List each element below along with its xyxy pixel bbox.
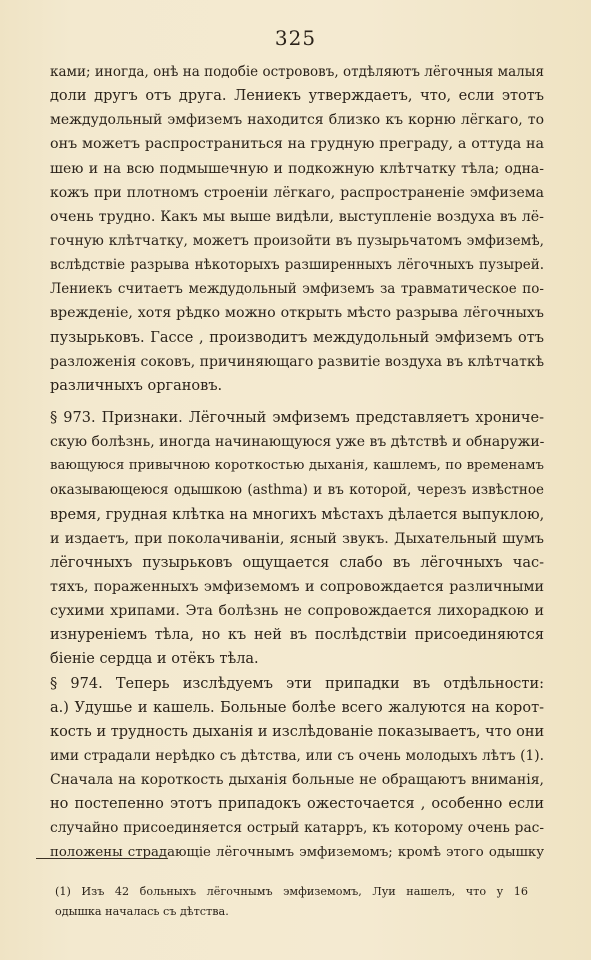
text-line: кость и трудность дыханія и изслѣдованіе показываетъ, что они: [50, 723, 544, 740]
text-line: ими страдали нерѣдко съ дѣтства, или съ очень молодыхъ лѣтъ (1).: [50, 747, 544, 764]
paragraph-gap: [50, 398, 544, 406]
text-line: вающуюся привычною короткостью дыханія, кашлемъ, по временамъ: [50, 458, 544, 474]
text-line: сухими хрипами. Эта болѣзнь не сопровождается лихорадкою и: [50, 603, 544, 620]
text-line: врежденіе, хотя рѣдко можно открыть мѣсто разрыва лёгочныхъ: [50, 305, 544, 322]
footnote-line: одышка началась съ дѣтства.: [55, 905, 229, 918]
text-line: § 973. Признаки. Лёгочный эмфиземъ представляетъ хрониче-: [50, 409, 544, 426]
text-line: кожъ при плотномъ строеніи лёгкаго, распространеніе эмфизема: [50, 184, 544, 201]
text-line: § 974. Теперь изслѣдуемъ эти припадки въ отдѣльности:: [50, 675, 544, 692]
text-line: оказывающеюся одышкою (asthma) и въ которой, черезъ извѣстное: [50, 482, 544, 499]
text-line: Сначала на короткость дыханія больные не обращаютъ вниманія,: [50, 772, 544, 789]
text-line: и издаетъ, при поколачиваніи, ясный звукъ. Дыхательный шумъ: [50, 530, 544, 547]
text-line: тяхъ, пораженныхъ эмфиземомъ и сопровождается различными: [50, 578, 544, 595]
page-number: 325: [274, 26, 317, 50]
text-line: a.) Удушье и кашель. Больные болѣе всего жалуются на корот-: [50, 699, 544, 716]
footnote-line: (1) Изъ 42 больныхъ лёгочнымъ эмфиземомъ, Луи нашелъ, что у 16: [55, 885, 528, 898]
text-line: біеніе сердца и отёкъ тѣла.: [50, 651, 259, 668]
text-line: время, грудная клѣтка на многихъ мѣстахъ дѣлается выпуклою,: [50, 506, 544, 523]
text-line: междудольный эмфиземъ находится близко къ корню лёгкаго, то: [50, 112, 544, 129]
page-body: [50, 60, 544, 865]
text-line: вслѣдствіе разрыва нѣкоторыхъ разширенныхъ лёгочныхъ пузырей.: [50, 257, 544, 274]
text-line: гочную клѣтчатку, можетъ произойти въ пузырьчатомъ эмфиземѣ,: [50, 232, 544, 249]
text-line: Лениекъ считаетъ междудольный эмфиземъ за травматическое по-: [50, 281, 544, 298]
text-line: очень трудно. Какъ мы выше видѣли, выступленіе воздуха въ лё-: [50, 208, 544, 225]
text-line: случайно присоединяется острый катарръ, къ которому очень рас-: [50, 820, 544, 837]
text-line: доли другъ отъ друга. Лениекъ утверждаетъ, что, если этотъ: [50, 88, 544, 105]
footnote-rule: [36, 858, 168, 859]
text-line: лёгочныхъ пузырьковъ ощущается слабо въ лёгочныхъ час-: [50, 554, 544, 571]
text-line: разложенія соковъ, причиняющаго развитіе воздуха въ клѣтчаткѣ: [50, 353, 544, 370]
text-line: скую болѣзнь, иногда начинающуюся уже въ дѣтствѣ и обнаружи-: [50, 434, 544, 451]
footnote: [55, 882, 528, 922]
text-line: ками; иногда, онѣ на подобіе острововъ, отдѣляютъ лёгочныя малыя: [50, 64, 544, 80]
text-line: изнуреніемъ тѣла, но къ ней въ послѣдствіи присоединяются: [50, 627, 544, 644]
text-line: онъ можетъ распространиться на грудную преграду, а оттуда на: [50, 136, 544, 153]
text-line: различныхъ органовъ.: [50, 377, 223, 394]
text-line: шею и на всю подмышечную и подкожную клѣтчатку тѣла; одна-: [50, 160, 544, 177]
text-line: но постепенно этотъ припадокъ ожесточается , особенно если: [50, 796, 544, 813]
text-line: пузырьковъ. Гассе , производитъ междудольный эмфиземъ отъ: [50, 329, 544, 346]
text-line: положены страдающіе лёгочнымъ эмфиземомъ; кромѣ этого одышку: [50, 844, 544, 860]
